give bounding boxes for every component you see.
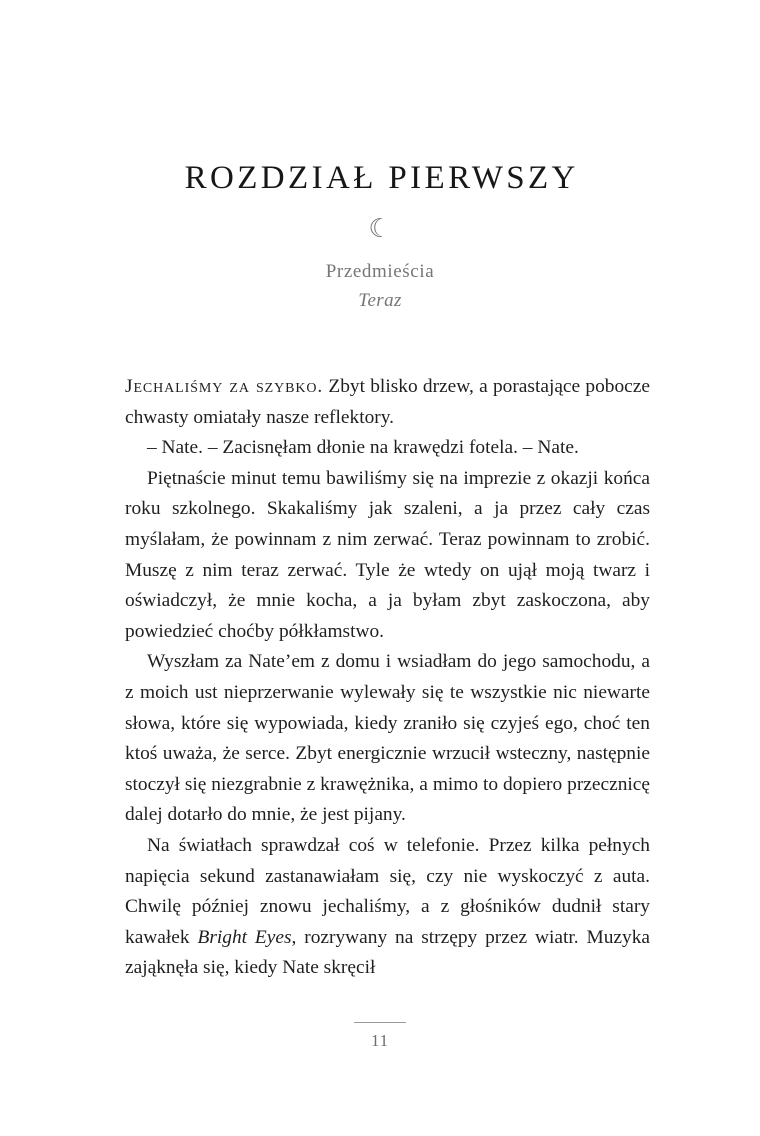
italic-title-run: Bright Eyes (197, 926, 292, 948)
body-text-run: Piętnaście minut temu bawiliśmy się na imprezie z okazji końca roku szkolnego. Skakaliśmy jak szaleni, a ja przez cały czas myślałam, że powinnam z nim zerwać. Teraz powinnam to zrobić. Muszę z nim teraz zerwać. Tyle że wtedy on ujął moją twarz i oświadczył, że mnie kocha, a ja byłam zbyt zaskoczona, aby powiedzieć choćby półkłamstwo. (125, 467, 650, 642)
body-text-run: – Nate. – Zacisnęłam dłonie na krawędzi fotela. – Nate. (147, 437, 579, 459)
body-paragraph (125, 464, 650, 648)
opening-small-caps: Jechaliśmy za szybko. (125, 376, 324, 397)
body-paragraph (125, 647, 650, 831)
chapter-title: ROZDZIAŁ PIERWSZY (184, 160, 579, 196)
footer-divider (354, 1022, 406, 1023)
chapter-header (0, 160, 760, 313)
body-text-run: Zbyt blisko drzew, a porastające pobocze chwasty omiatały nasze reflektory. (125, 376, 650, 428)
page-footer (0, 1022, 760, 1049)
chapter-place-label: Przedmieścia (325, 261, 435, 283)
body-text-run: , rozrywany na strzępy przez wiatr. Muzyka zająknęła się, kiedy Nate skręcił (125, 926, 650, 979)
page-number: 11 (371, 1031, 389, 1050)
body-paragraph (125, 831, 650, 984)
chapter-body-text (125, 372, 650, 984)
body-text-run: Wyszłam za Nate’em z domu i wsiadłam do jego samochodu, a z moich ust nieprzerwanie wylewały się te wszystkie nic niewarte słowa, które się wypowiada, kiedy zraniło się czyjeś ego, choć ten ktoś uważa, że serce. Zbyt energicznie wrzucił wsteczny, następnie stoczył się niezgrabnie z krawężnika, a mimo to dopiero przecznicę dalej dotarło do mnie, że jest pijany. (125, 651, 650, 826)
crescent-moon-icon: ☾ (368, 214, 392, 244)
body-text-run: Na światłach sprawdzał coś w telefonie. Przez kilka pełnych napięcia sekund zastanawiałam się, czy nie wyskoczyć z auta. Chwilę później znowu jechaliśmy, a z głośników dudnił stary kawałek (125, 834, 650, 948)
chapter-time-label: Teraz (358, 290, 402, 312)
body-paragraph (125, 433, 650, 464)
body-paragraph (125, 372, 650, 433)
